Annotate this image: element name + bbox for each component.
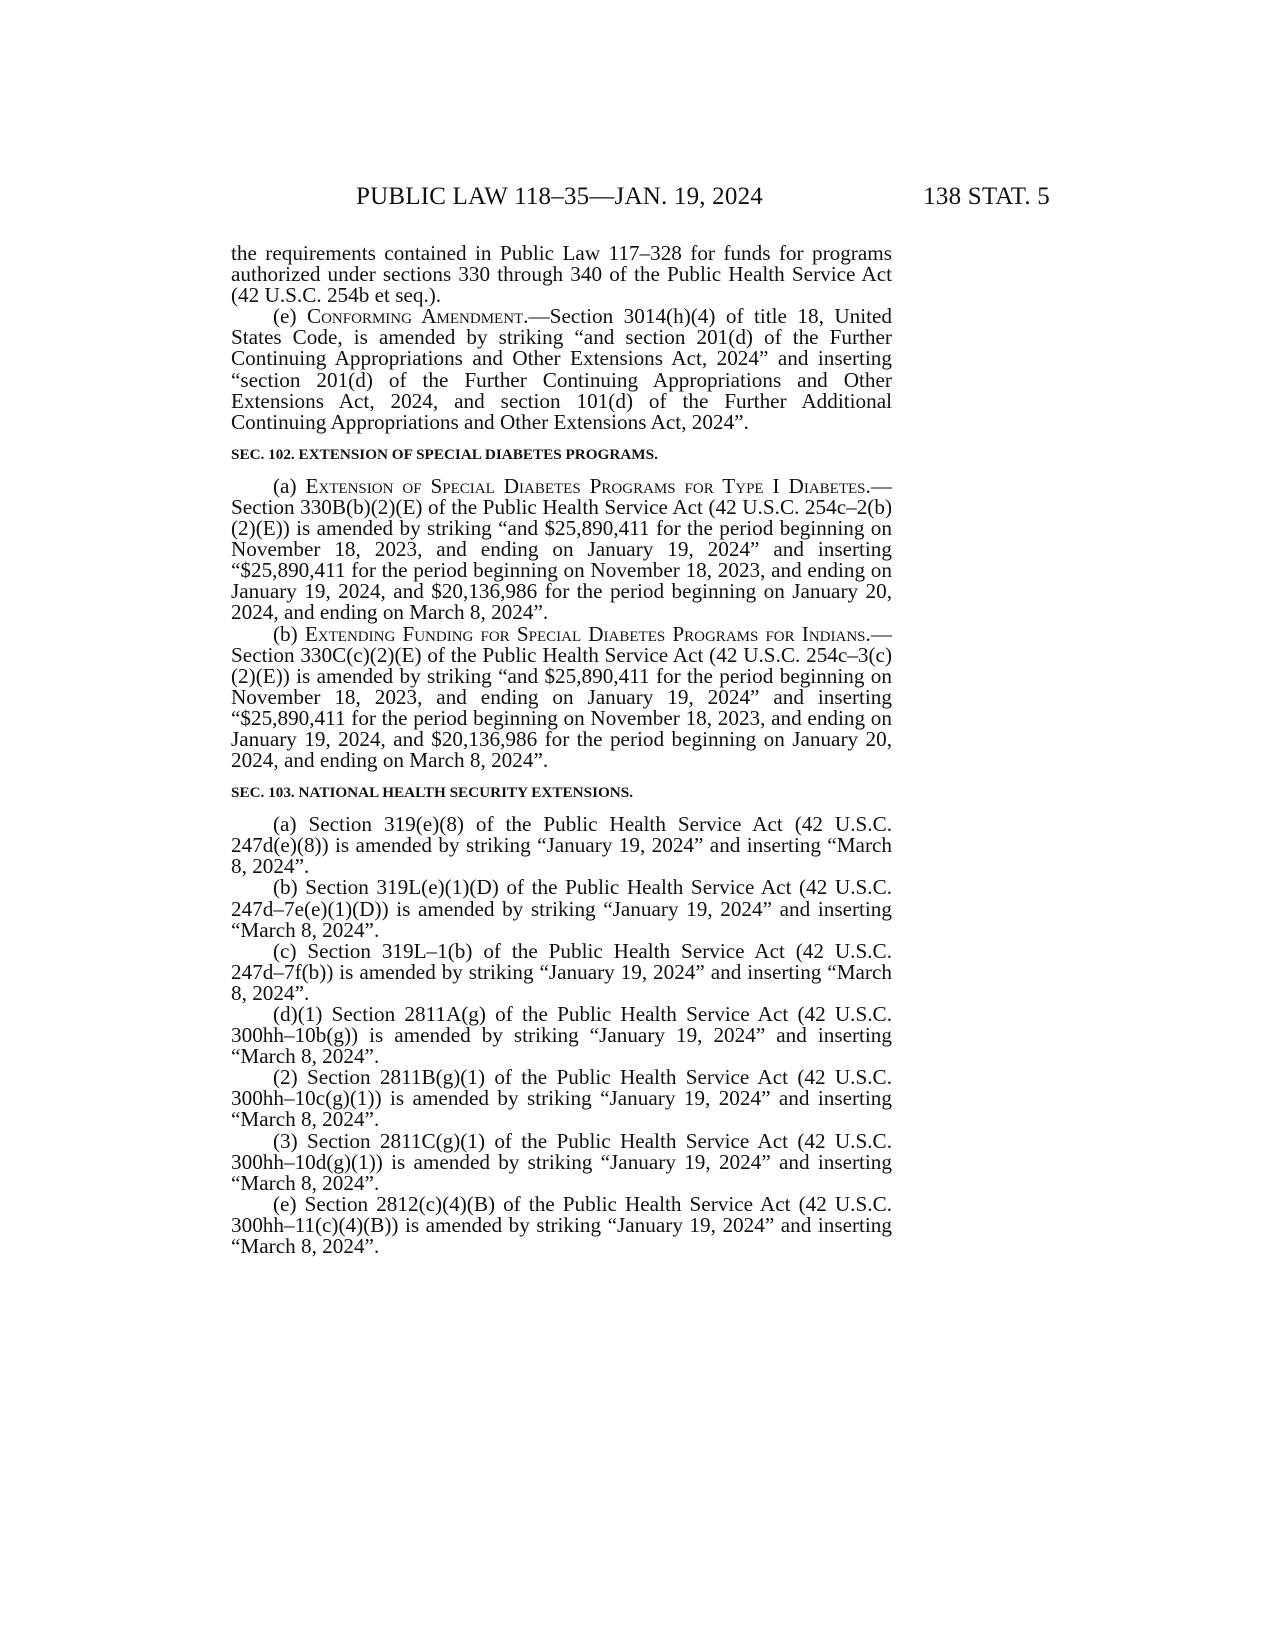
running-header [230,183,1050,219]
section-103-paragraph-a: (a) Section 319(e)(8) of the Public Health Service Act (42 U.S.C. 247d(e)(8)) is amended by striking “January 19, 2024” and inserting “March 8, 2024”. [231,812,892,879]
paragraph-marker: (e) [273,304,307,329]
statute-page-number: 138 STAT. 5 [923,183,1050,210]
paragraph-marker: (b) [273,621,305,646]
paragraph-text: .—Section 3014(h)(4) of title 18, United States Code, is amended by striking “and section 201(d) of the Further Continuing Appropriations and Other Extensions Act, 2024” and inserting “section 201(d) of the Further Continuing Appropriations and Other Extensions Act, 2024, and section 101(d) of the Further Additional Continuing Appropriations and Other Extensions Act, 2024”. [231,304,893,434]
paragraph-heading: Conforming Amendment [306,304,524,329]
paragraph-e-conforming-amendment [231,306,892,433]
section-103-paragraph-d3: (3) Section 2811C(g)(1) of the Public Health Service Act (42 U.S.C. 300hh–10d(g)(1)) is amended by striking “January 19, 2024” and inserting “March 8, 2024”. [231,1128,892,1195]
paragraph-heading: Extending Funding for Special Diabetes Programs for Indians [304,621,866,646]
body-text [231,243,892,1257]
section-103-heading: SEC. 103. NATIONAL HEALTH SECURITY EXTENSIONS. [231,784,634,802]
paragraph-text: .—Section 330B(b)(2)(E) of the Public Health Service Act (42 U.S.C. 254c–2(b)(2)(E)) is amended by striking “and $25,890,411 for the period beginning on November 18, 2023, and ending on January 19, 2024” and inserting “$25,890,411 for the period beginning on November 18, 2023, and ending on January 19, 2024, and $20,136,986 for the period beginning on January 20, 2024, and ending on March 8, 2024”. [231,473,892,625]
paragraph-text: .—Section 330C(c)(2)(E) of the Public Health Service Act (42 U.S.C. 254c–3(c)(2)(E)) is amended by striking “and $25,890,411 for the period beginning on November 18, 2023, and ending on January 19, 2024” and inserting “$25,890,411 for the period beginning on November 18, 2023, and ending on January 19, 2024, and $20,136,986 for the period beginning on January 20, 2024, and ending on March 8, 2024”. [231,621,892,773]
section-102-heading: SEC. 102. EXTENSION OF SPECIAL DIABETES PROGRAMS. [231,445,658,463]
section-103-paragraph-b: (b) Section 319L(e)(1)(D) of the Public Health Service Act (42 U.S.C. 247d–7e(e)(1)(D)) is amended by striking “January 19, 2024” and inserting “March 8, 2024”. [231,875,892,942]
section-103-paragraph-d1: (d)(1) Section 2811A(g) of the Public Health Service Act (42 U.S.C. 300hh–10b(g)) is amended by striking “January 19, 2024” and inserting “March 8, 2024”. [231,1002,892,1069]
section-103-paragraph-e: (e) Section 2812(c)(4)(B) of the Public Health Service Act (42 U.S.C. 300hh–11(c)(4)(B)) is amended by striking “January 19, 2024” and inserting “March 8, 2024”. [231,1191,892,1259]
paragraph-heading: Extension of Special Diabetes Programs for Type I Diabetes [305,473,866,498]
section-102-paragraph-a [231,473,892,625]
section-102-paragraph-b [231,621,892,773]
section-103-paragraph-c: (c) Section 319L–1(b) of the Public Health Service Act (42 U.S.C. 247d–7f(b)) is amended by striking “January 19, 2024” and inserting “March 8, 2024”. [231,938,892,1005]
continuation-paragraph: the requirements contained in Public Law 117–328 for funds for programs authorized under sections 330 through 340 of the Public Health Service Act (42 U.S.C. 254b et seq.). [231,241,892,308]
section-103-paragraph-d2: (2) Section 2811B(g)(1) of the Public Health Service Act (42 U.S.C. 300hh–10c(g)(1)) is amended by striking “January 19, 2024” and inserting “March 8, 2024”. [231,1065,892,1132]
paragraph-marker: (a) [273,473,306,498]
header-title: PUBLIC LAW 118–35—JAN. 19, 2024 [356,183,763,210]
